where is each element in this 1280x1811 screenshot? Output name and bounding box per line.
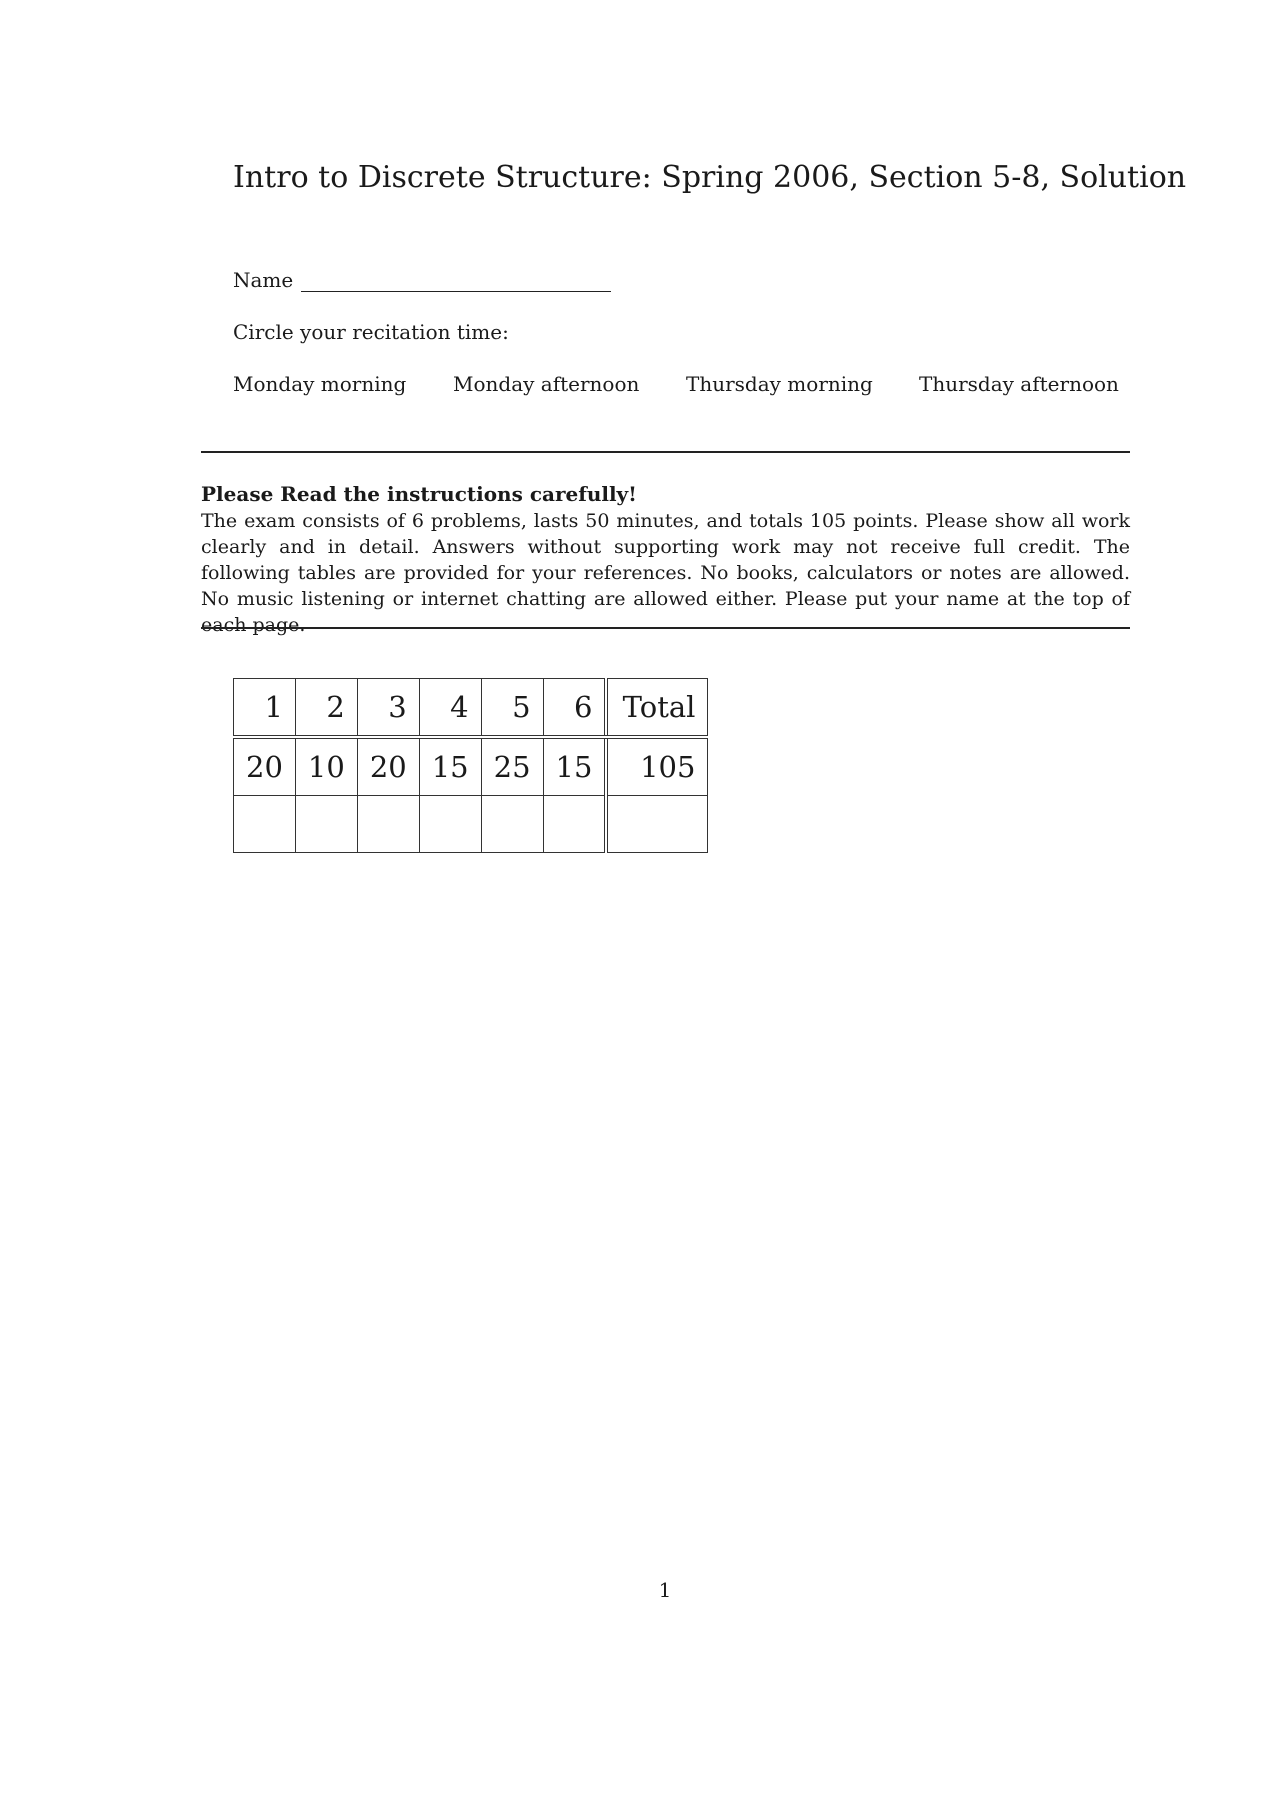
score-table-header-row	[234, 679, 708, 738]
points-cell: 15	[543, 737, 606, 796]
page-title: Intro to Discrete Structure: Spring 2006, Section 5-8, Solution	[233, 160, 1187, 195]
score-entry-cell	[357, 796, 419, 853]
recitation-prompt: Circle your recitation time:	[233, 320, 509, 344]
points-cell: 10	[295, 737, 357, 796]
score-entry-cell	[419, 796, 481, 853]
score-entry-cell	[543, 796, 606, 853]
points-cell: 15	[419, 737, 481, 796]
instructions-heading: Please Read the instructions carefully!	[201, 482, 637, 506]
page-number: 1	[658, 1578, 672, 1602]
top-rule	[201, 451, 1130, 453]
score-entry-cell	[234, 796, 296, 853]
total-header-cell: Total	[606, 679, 708, 738]
recitation-option-monday-morning: Monday morning	[233, 372, 407, 396]
points-cell: 20	[357, 737, 419, 796]
score-table-blank-row	[234, 796, 708, 853]
bottom-rule	[201, 627, 1130, 629]
score-table	[233, 678, 708, 853]
problem-number-cell: 5	[481, 679, 543, 738]
recitation-option-thursday-afternoon: Thursday afternoon	[919, 372, 1119, 396]
recitation-option-thursday-morning: Thursday morning	[686, 372, 873, 396]
recitation-option-monday-afternoon: Monday afternoon	[453, 372, 640, 396]
name-row	[233, 268, 611, 292]
score-entry-cell	[295, 796, 357, 853]
points-cell: 20	[234, 737, 296, 796]
problem-number-cell: 1	[234, 679, 296, 738]
score-entry-cell	[481, 796, 543, 853]
name-blank-line	[301, 273, 611, 292]
problem-number-cell: 3	[357, 679, 419, 738]
problem-number-cell: 6	[543, 679, 606, 738]
total-points-cell: 105	[606, 737, 708, 796]
total-score-entry-cell	[606, 796, 708, 853]
instructions-body: The exam consists of 6 problems, lasts 50 minutes, and totals 105 points. Please show all work clearly and in detail. Answers without supporting work may not receive full credit. The following tables are provided for your references. No books, calculators or notes are allowed. No music listening or internet chatting are allowed either. Please put your name at the top of each page.	[201, 510, 1130, 636]
problem-number-cell: 2	[295, 679, 357, 738]
score-table-points-row	[234, 737, 708, 796]
name-label: Name	[233, 268, 294, 292]
points-cell: 25	[481, 737, 543, 796]
problem-number-cell: 4	[419, 679, 481, 738]
